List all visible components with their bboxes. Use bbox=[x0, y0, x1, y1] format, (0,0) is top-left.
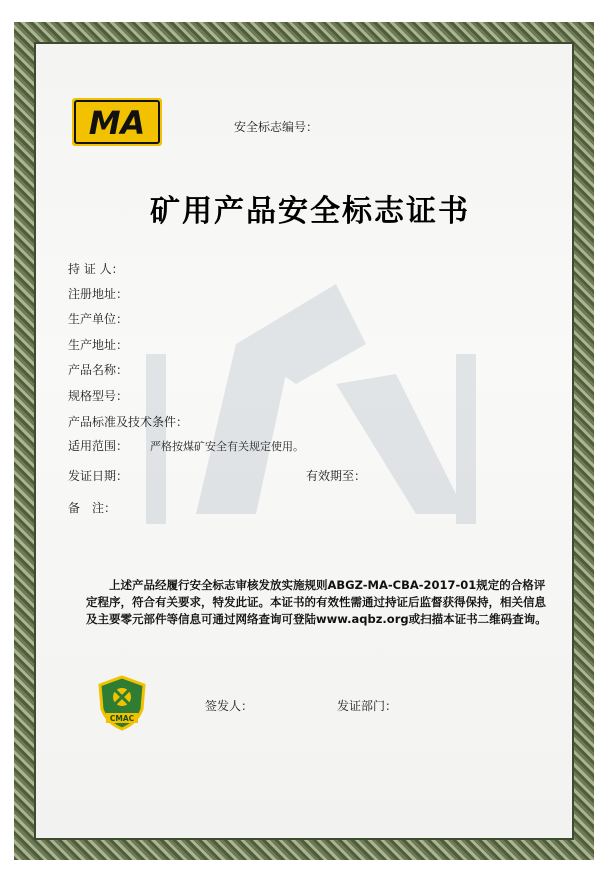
scope-label: 适用范围： bbox=[68, 439, 129, 453]
signer-label: 签发人： bbox=[205, 699, 254, 713]
cmac-shield-icon bbox=[97, 675, 147, 731]
holder-label: 持 证 人： bbox=[68, 262, 124, 276]
scope-value: 严格按煤矿安全有关规定使用。 bbox=[150, 440, 304, 453]
statement-paragraph: 上述产品经履行安全标志审核发放实施规则ABGZ-MA-CBA-2017-01规定的合格评定程序，符合有关要求，特发此证。本证书的有效性需通过持证后监督获得保持，相关信息及主要零元部件等信息可通过网络查询可登陆www.aqbz.org或扫描本证书二维码查询。 bbox=[86, 578, 547, 626]
cert-number-label: 安全标志编号： bbox=[234, 120, 319, 134]
remarks-label: 备 注： bbox=[68, 501, 117, 515]
standard-label: 产品标准及技术条件： bbox=[68, 415, 189, 429]
reg-address-label: 注册地址： bbox=[68, 287, 129, 301]
valid-until-label: 有效期至： bbox=[306, 469, 367, 483]
prod-address-label: 生产地址： bbox=[68, 338, 129, 352]
issue-date-label: 发证日期： bbox=[68, 469, 129, 483]
model-label: 规格型号： bbox=[68, 389, 129, 403]
certificate-title: 矿用产品安全标志证书 bbox=[150, 194, 470, 229]
dept-label: 发证部门： bbox=[337, 699, 398, 713]
ma-logo-text: MA bbox=[88, 104, 146, 142]
producer-label: 生产单位： bbox=[68, 312, 129, 326]
product-name-label: 产品名称： bbox=[68, 363, 129, 377]
cmac-text: CMAC bbox=[109, 714, 135, 723]
ma-logo-icon bbox=[72, 98, 162, 146]
